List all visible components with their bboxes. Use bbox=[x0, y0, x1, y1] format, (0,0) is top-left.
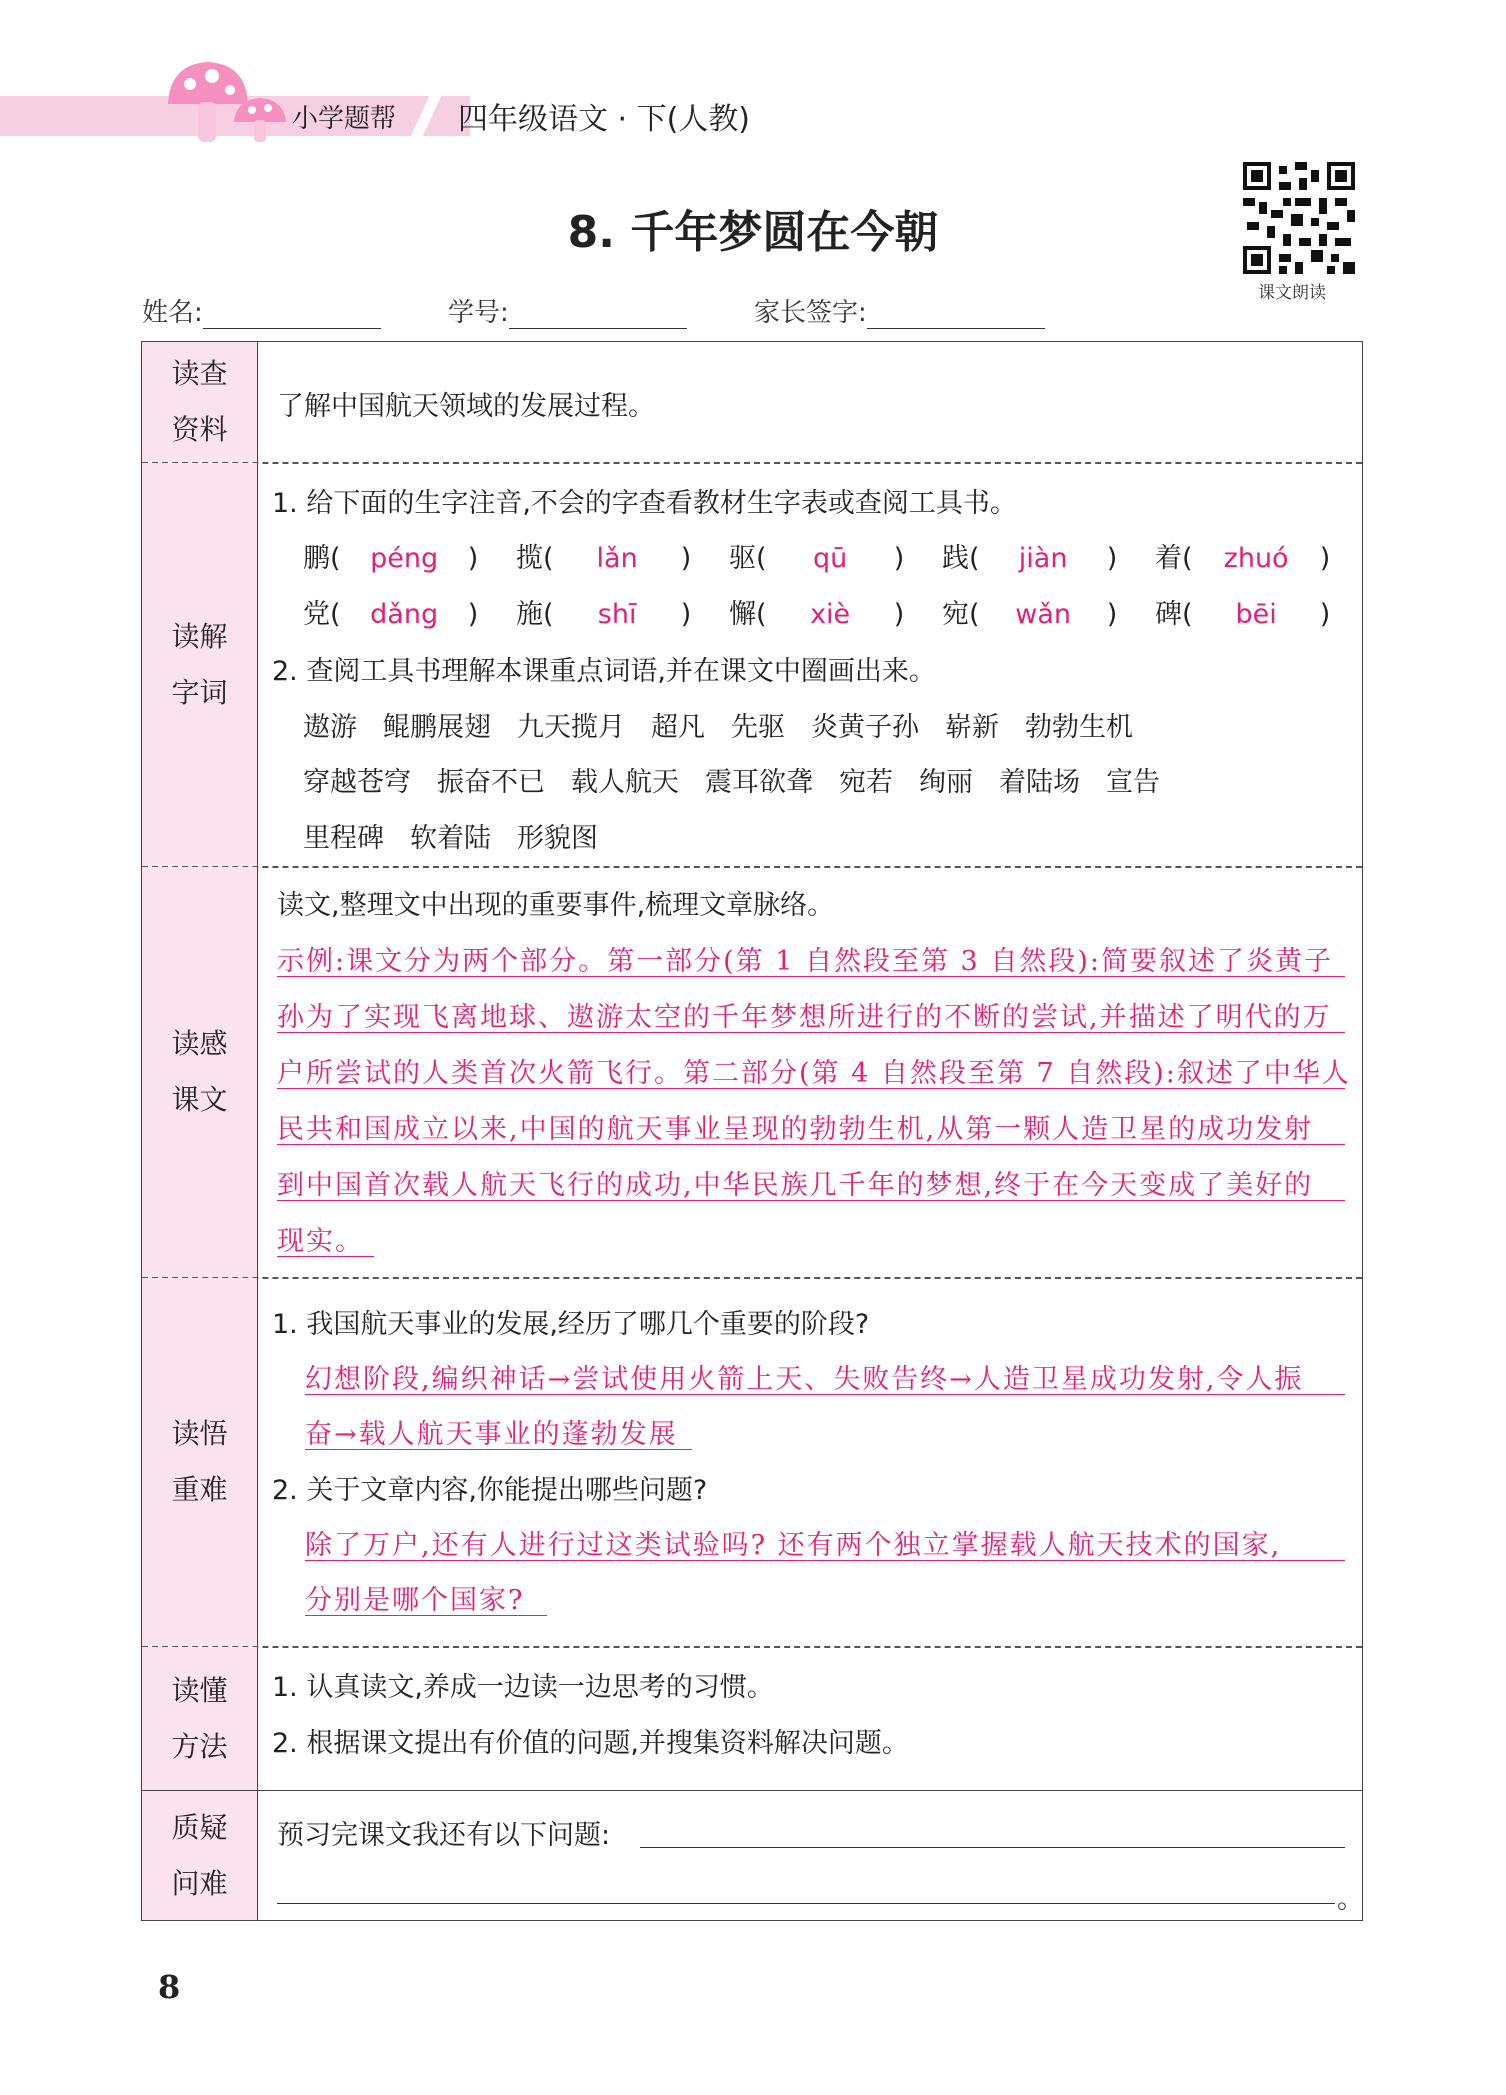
character: 鹏 bbox=[303, 543, 330, 574]
pinyin-item bbox=[729, 592, 942, 631]
answer-line-text: 除了万户,还有人进行过这类试验吗? 还有两个独立掌握载人航天技术的国家, bbox=[305, 1530, 1282, 1561]
vocab-word: 炎黄子孙 bbox=[811, 712, 919, 743]
answer-line-text: 户所尝试的人类首次火箭飞行。第二部分(第 4 自然段至第 7 自然段):叙述了中华人 bbox=[277, 1058, 1351, 1089]
answer-underline bbox=[305, 1449, 692, 1450]
vocab-word: 绚丽 bbox=[919, 767, 973, 798]
end-mark: 。 bbox=[1337, 1884, 1364, 1915]
paren-close: ) bbox=[672, 543, 692, 574]
answer-line-text: 幻想阶段,编织神话→尝试使用火箭上天、失败告终→人造卫星成功发射,令人振 bbox=[305, 1364, 1304, 1395]
answer-underline bbox=[277, 976, 1345, 977]
vocab-word: 震耳欲聋 bbox=[705, 767, 813, 798]
paren-close: ) bbox=[885, 599, 905, 630]
pinyin-item bbox=[1155, 592, 1368, 631]
pinyin-answer[interactable]: jiàn bbox=[1018, 543, 1068, 574]
section-key-points bbox=[142, 1278, 1362, 1646]
answer-line-text: 分别是哪个国家? bbox=[305, 1585, 525, 1616]
paren-open: ( bbox=[969, 599, 989, 630]
pinyin-item bbox=[303, 592, 516, 631]
word-list-row-3 bbox=[303, 816, 624, 855]
page-number: 8 bbox=[158, 1968, 181, 2006]
pinyin-item bbox=[516, 536, 729, 575]
name-blank[interactable] bbox=[203, 302, 381, 329]
parent-signature-label: 家长签字: bbox=[754, 298, 867, 328]
pinyin-answer[interactable]: dǎng bbox=[370, 599, 439, 630]
question-2: 2. 关于文章内容,你能提出哪些问题? bbox=[272, 1475, 708, 1506]
section-methods bbox=[142, 1647, 1362, 1790]
vocab-word: 先驱 bbox=[731, 712, 785, 743]
paren-open: ( bbox=[969, 543, 989, 574]
paren-open: ( bbox=[756, 543, 776, 574]
pinyin-row-2 bbox=[303, 592, 1368, 631]
vocab-word: 宛若 bbox=[839, 767, 893, 798]
answer-line-text: 到中国首次载人航天飞行的成功,中华民族几千年的梦想,终于在今天变成了美好的 bbox=[277, 1170, 1314, 1201]
question-1: 1. 给下面的生字注音,不会的字查看教材生字表或查阅工具书。 bbox=[272, 488, 1017, 519]
name-label: 姓名: bbox=[142, 298, 203, 328]
section-label: 读解 字词 bbox=[142, 463, 258, 866]
section-text: 了解中国航天领域的发展过程。 bbox=[277, 391, 655, 422]
answer-underline bbox=[305, 1394, 1345, 1395]
vocab-word: 勃勃生机 bbox=[1025, 712, 1133, 743]
vocab-word: 着陆场 bbox=[999, 767, 1080, 798]
pinyin-answer[interactable]: shī bbox=[597, 599, 637, 630]
pinyin-answer[interactable]: wǎn bbox=[1015, 599, 1071, 630]
paren-close: ) bbox=[1311, 543, 1331, 574]
pinyin-answer[interactable]: qū bbox=[812, 543, 848, 574]
book-title: 四年级语文 · 下(人教) bbox=[458, 102, 751, 137]
pinyin-row-1 bbox=[303, 536, 1368, 575]
method-2: 2. 根据课文提出有价值的问题,并搜集资料解决问题。 bbox=[272, 1728, 909, 1759]
pinyin-item bbox=[303, 536, 516, 575]
question-2: 2. 查阅工具书理解本课重点词语,并在课文中圈画出来。 bbox=[272, 656, 936, 687]
paren-open: ( bbox=[543, 543, 563, 574]
section-prompt: 预习完课文我还有以下问题: bbox=[277, 1820, 611, 1851]
vocab-word: 鲲鹏展翅 bbox=[383, 712, 491, 743]
section-prompt: 读文,整理文中出现的重要事件,梳理文章脉络。 bbox=[277, 890, 835, 921]
answer-line-text: 民共和国成立以来,中国的航天事业呈现的勃勃生机,从第一颗人造卫星的成功发射 bbox=[277, 1114, 1314, 1145]
answer-underline bbox=[277, 1144, 1345, 1145]
vocab-word: 九天揽月 bbox=[517, 712, 625, 743]
character: 揽 bbox=[516, 543, 543, 574]
answer-line-text: 现实。 bbox=[277, 1226, 364, 1257]
name-field[interactable] bbox=[142, 292, 381, 329]
character: 践 bbox=[942, 543, 969, 574]
qr-code-icon[interactable] bbox=[1243, 162, 1355, 274]
pinyin-answer[interactable]: bēi bbox=[1235, 599, 1277, 630]
paren-open: ( bbox=[543, 599, 563, 630]
answer-underline bbox=[305, 1615, 547, 1616]
lesson-title: 8. 千年梦圆在今朝 bbox=[567, 207, 939, 258]
pinyin-item bbox=[942, 536, 1155, 575]
character: 懈 bbox=[729, 599, 756, 630]
pinyin-item bbox=[516, 592, 729, 631]
section-label: 质疑 问难 bbox=[142, 1791, 258, 1920]
answer-underline bbox=[277, 1256, 374, 1257]
vocab-word: 宣告 bbox=[1106, 767, 1160, 798]
vocab-word: 形貌图 bbox=[517, 823, 598, 854]
answer-line-text: 孙为了实现飞离地球、遨游太空的千年梦想所进行的不断的尝试,并描述了明代的万 bbox=[277, 1002, 1332, 1033]
question-1: 1. 我国航天事业的发展,经历了哪几个重要的阶段? bbox=[272, 1309, 870, 1340]
question-answer-line-2[interactable] bbox=[277, 1903, 1335, 1904]
paren-close: ) bbox=[1098, 543, 1118, 574]
mushroom-logo-icon bbox=[160, 56, 300, 146]
pinyin-answer[interactable]: zhuó bbox=[1223, 543, 1289, 574]
section-label: 读查 资料 bbox=[142, 342, 258, 462]
paren-close: ) bbox=[459, 543, 479, 574]
student-id-label: 学号: bbox=[448, 298, 509, 328]
pinyin-answer[interactable]: péng bbox=[370, 543, 439, 574]
word-list-row-2 bbox=[303, 760, 1186, 799]
character: 着 bbox=[1155, 543, 1182, 574]
character: 碑 bbox=[1155, 599, 1182, 630]
answer-line-text: 示例:课文分为两个部分。第一部分(第 1 自然段至第 3 自然段):简要叙述了炎黄子 bbox=[277, 946, 1333, 977]
section-characters-words bbox=[142, 463, 1362, 866]
pinyin-answer[interactable]: lǎn bbox=[596, 543, 638, 574]
brand-name: 小学题帮 bbox=[292, 104, 397, 134]
paren-close: ) bbox=[885, 543, 905, 574]
section-label: 读悟 重难 bbox=[142, 1278, 258, 1646]
paren-open: ( bbox=[330, 543, 350, 574]
paren-open: ( bbox=[1182, 543, 1202, 574]
student-id-blank[interactable] bbox=[509, 302, 687, 329]
vocab-word: 振奋不已 bbox=[437, 767, 545, 798]
section-read-materials bbox=[142, 342, 1362, 462]
character: 宛 bbox=[942, 599, 969, 630]
character: 驱 bbox=[729, 543, 756, 574]
word-list-row-1 bbox=[303, 705, 1159, 744]
answer-underline bbox=[277, 1200, 1345, 1201]
qr-caption: 课文朗读 bbox=[1258, 283, 1326, 303]
vocab-word: 崭新 bbox=[945, 712, 999, 743]
vocab-word: 里程碑 bbox=[303, 823, 384, 854]
paren-open: ( bbox=[1182, 599, 1202, 630]
section-questions bbox=[142, 1791, 1362, 1920]
parent-signature-field[interactable] bbox=[754, 292, 1045, 329]
pinyin-item bbox=[942, 592, 1155, 631]
answer-underline bbox=[277, 1088, 1345, 1089]
paren-open: ( bbox=[756, 599, 776, 630]
vocab-word: 超凡 bbox=[651, 712, 705, 743]
vocab-word: 载人航天 bbox=[571, 767, 679, 798]
answer-underline bbox=[305, 1560, 1345, 1561]
paren-close: ) bbox=[459, 599, 479, 630]
question-answer-line-1[interactable] bbox=[640, 1847, 1345, 1848]
pinyin-item bbox=[729, 536, 942, 575]
vocab-word: 遨游 bbox=[303, 712, 357, 743]
section-label: 读懂 方法 bbox=[142, 1647, 258, 1790]
pinyin-answer[interactable]: xiè bbox=[810, 599, 851, 630]
answer-underline bbox=[277, 1032, 1345, 1033]
paren-open: ( bbox=[330, 599, 350, 630]
section-read-text bbox=[142, 867, 1362, 1277]
character: 党 bbox=[303, 599, 330, 630]
paren-close: ) bbox=[1311, 599, 1331, 630]
preview-worksheet bbox=[141, 341, 1363, 1921]
paren-close: ) bbox=[672, 599, 692, 630]
parent-signature-blank[interactable] bbox=[867, 302, 1045, 329]
paren-close: ) bbox=[1098, 599, 1118, 630]
answer-line-text: 奋→载人航天事业的蓬勃发展 bbox=[305, 1419, 678, 1450]
vocab-word: 软着陆 bbox=[410, 823, 491, 854]
vocab-word: 穿越苍穹 bbox=[303, 767, 411, 798]
character: 施 bbox=[516, 599, 543, 630]
student-id-field[interactable] bbox=[448, 292, 687, 329]
pinyin-item bbox=[1155, 536, 1368, 575]
method-1: 1. 认真读文,养成一边读一边思考的习惯。 bbox=[272, 1672, 774, 1703]
section-label: 读感 课文 bbox=[142, 867, 258, 1277]
